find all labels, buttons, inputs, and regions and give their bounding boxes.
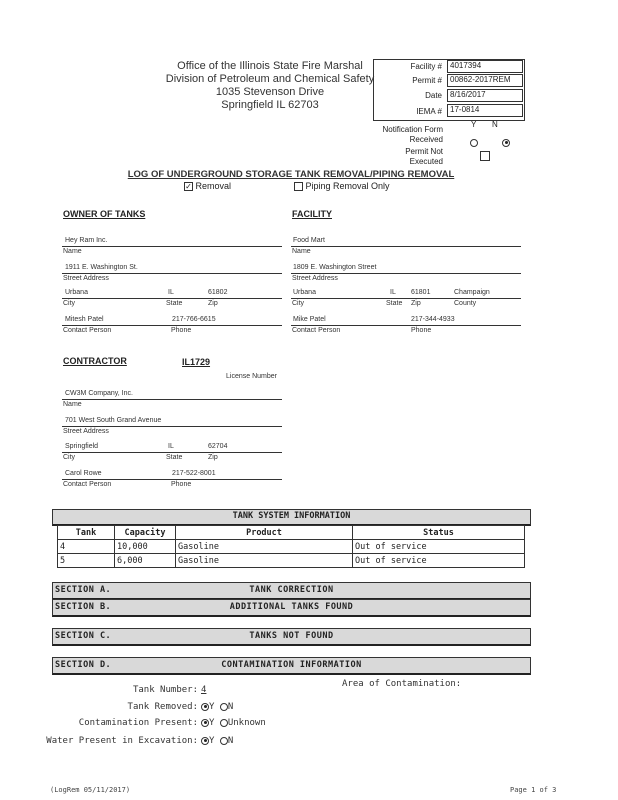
- contamination-unknown-label: Unknown: [227, 718, 266, 728]
- section-d-bar: [52, 657, 531, 675]
- license-number-label: License Number: [226, 373, 277, 380]
- col-capacity: Capacity: [115, 526, 176, 540]
- tank-table-header-row: [58, 526, 525, 540]
- contractor-city-label: City: [63, 454, 76, 461]
- log-title: LOG OF UNDERGROUND STORAGE TANK REMOVAL/PIPING REMOVAL: [127, 169, 455, 180]
- contractor-heading: CONTRACTOR: [63, 356, 127, 366]
- tank-system-table: [57, 525, 525, 568]
- received-label: Received: [409, 135, 443, 144]
- owner-heading: OWNER OF TANKS: [63, 209, 146, 219]
- tank-removed-yes-label: Y: [209, 702, 215, 712]
- owner-state: IL: [168, 289, 174, 296]
- notification-label: Notification Form: [382, 125, 443, 134]
- section-d-title: CONTAMINATION INFORMATION: [221, 660, 362, 670]
- tank-cell: 4: [58, 540, 115, 554]
- facility-county-label: County: [454, 300, 477, 307]
- page-number: Page 1 of 3: [510, 786, 557, 794]
- y-column-label: Y: [471, 120, 477, 129]
- contractor-street-label: Street Address: [63, 428, 109, 435]
- facility-state-label: State: [386, 300, 403, 307]
- status-cell: Out of service: [353, 540, 525, 554]
- contractor-city: Springfield: [65, 443, 99, 450]
- section-c-title: TANKS NOT FOUND: [249, 631, 334, 641]
- facility-county: Champaign: [454, 289, 490, 296]
- facility-street-label: Street Address: [292, 275, 338, 282]
- executed-label: Executed: [409, 157, 443, 166]
- contractor-phone-label: Phone: [171, 481, 192, 488]
- contamination-present-label: Contamination Present:: [78, 718, 198, 728]
- contractor-state-label: State: [166, 454, 183, 461]
- section-c-bar: [52, 628, 531, 646]
- tank-system-title: TANK SYSTEM INFORMATION: [52, 509, 531, 526]
- owner-city: Urbana: [65, 289, 88, 296]
- contractor-zip-label: Zip: [208, 454, 218, 461]
- contractor-zip: 62704: [208, 443, 228, 450]
- water-present-no-label: N: [227, 736, 234, 746]
- tank-removed-no-radio[interactable]: [220, 703, 228, 711]
- section-a-label: SECTION A.: [55, 585, 112, 595]
- owner-street: 1911 E. Washington St.: [65, 264, 138, 271]
- section-c-label: SECTION C.: [55, 631, 112, 641]
- form-revision: (LogRem 05/11/2017): [50, 786, 131, 794]
- tank-number-value: 4: [201, 685, 207, 695]
- contractor-contact-label: Contact Person: [63, 481, 112, 488]
- date-field[interactable]: 8/16/2017: [447, 89, 523, 102]
- removal-label: Removal: [195, 181, 232, 191]
- facility-zip: 61801: [411, 289, 431, 296]
- contamination-present-options: [201, 718, 266, 728]
- water-present-options: [201, 736, 233, 746]
- permit-not-executed-label: [376, 147, 443, 167]
- facility-phone: 217-344-4933: [411, 316, 455, 323]
- facility-city: Urbana: [293, 289, 316, 296]
- section-d-label: SECTION D.: [55, 660, 112, 670]
- notification-form-label: [376, 125, 443, 145]
- iema-label: IEMA #: [416, 107, 442, 116]
- tank-removed-yes-radio[interactable]: [201, 703, 209, 711]
- permit-not-executed-checkbox[interactable]: [480, 151, 490, 161]
- owner-name: Hey Ram Inc.: [65, 237, 108, 244]
- owner-zip-label: Zip: [208, 300, 218, 307]
- facility-street: 1809 E. Washington Street: [293, 264, 377, 271]
- facility-city-label: City: [292, 300, 305, 307]
- water-present-no-radio[interactable]: [220, 737, 228, 745]
- agency-header: [150, 60, 390, 112]
- header-line-2: Division of Petroleum and Chemical Safety: [165, 73, 375, 85]
- piping-removal-checkbox[interactable]: [294, 182, 303, 191]
- product-cell: Gasoline: [176, 554, 353, 568]
- permit-field[interactable]: 00862-2017REM: [447, 74, 523, 87]
- facility-contact: Mike Patel: [293, 316, 326, 323]
- owner-contact-label: Contact Person: [63, 327, 112, 334]
- received-no-radio[interactable]: [502, 139, 510, 147]
- owner-contact: Mitesh Patel: [65, 316, 104, 323]
- product-cell: Gasoline: [176, 540, 353, 554]
- tank-removed-no-label: N: [227, 702, 234, 712]
- owner-street-label: Street Address: [63, 275, 109, 282]
- section-b-bar: [52, 599, 531, 617]
- header-line-4: Springfield IL 62703: [221, 99, 319, 111]
- contractor-name-label: Name: [63, 401, 82, 408]
- area-of-contamination-label: Area of Contamination:: [342, 679, 462, 689]
- date-label: Date: [425, 91, 442, 100]
- facility-phone-label: Phone: [411, 327, 432, 334]
- section-a-bar: [52, 582, 531, 600]
- piping-removal-label: Piping Removal Only: [305, 181, 390, 191]
- section-b-title: ADDITIONAL TANKS FOUND: [229, 602, 354, 612]
- contractor-license: IL1729: [182, 357, 211, 367]
- facility-heading: FACILITY: [292, 209, 332, 219]
- water-present-yes-label: Y: [209, 736, 215, 746]
- owner-city-label: City: [63, 300, 76, 307]
- permit-label: Permit #: [412, 76, 442, 85]
- contamination-unknown-radio[interactable]: [220, 719, 228, 727]
- section-b-label: SECTION B.: [55, 602, 112, 612]
- removal-checkbox[interactable]: ✓: [185, 182, 192, 192]
- contractor-contact: Carol Rowe: [65, 470, 102, 477]
- owner-phone: 217-766-6615: [172, 316, 216, 323]
- tank-removed-label: Tank Removed:: [127, 702, 198, 712]
- received-yes-radio[interactable]: [470, 139, 478, 147]
- table-row: [58, 554, 525, 568]
- contractor-state: IL: [168, 443, 174, 450]
- facility-field[interactable]: 4017394: [447, 60, 523, 73]
- facility-name: Food Mart: [293, 237, 325, 244]
- water-present-label: Water Present in Excavation:: [46, 736, 198, 746]
- permit-not-label: Permit Not: [405, 147, 443, 156]
- facility-state: IL: [390, 289, 396, 296]
- col-tank: Tank: [58, 526, 115, 540]
- contamination-yes-radio[interactable]: [201, 719, 209, 727]
- status-cell: Out of service: [353, 554, 525, 568]
- header-line-3: 1035 Stevenson Drive: [215, 86, 325, 98]
- col-product: Product: [176, 526, 353, 540]
- section-a-title: TANK CORRECTION: [249, 585, 334, 595]
- owner-zip: 61802: [208, 289, 228, 296]
- contractor-name: CW3M Company, Inc.: [65, 390, 133, 397]
- facility-name-label: Name: [292, 248, 311, 255]
- table-row: [58, 540, 525, 554]
- tank-number-label: Tank Number:: [132, 685, 198, 695]
- iema-field[interactable]: 17-0814: [447, 104, 523, 117]
- facility-contact-label: Contact Person: [292, 327, 341, 334]
- owner-phone-label: Phone: [171, 327, 192, 334]
- piping-removal-option[interactable]: [294, 181, 390, 191]
- facility-zip-label: Zip: [411, 300, 421, 307]
- contractor-street: 701 West South Grand Avenue: [65, 417, 162, 424]
- header-line-1: Office of the Illinois State Fire Marshal: [177, 60, 363, 72]
- n-column-label: N: [492, 120, 498, 129]
- facility-label: Facility #: [410, 62, 442, 71]
- tank-cell: 5: [58, 554, 115, 568]
- owner-state-label: State: [166, 300, 183, 307]
- col-status: Status: [353, 526, 525, 540]
- capacity-cell: 6,000: [115, 554, 176, 568]
- owner-name-label: Name: [63, 248, 82, 255]
- contamination-yes-label: Y: [209, 718, 215, 728]
- capacity-cell: 10,000: [115, 540, 176, 554]
- removal-option[interactable]: [184, 181, 231, 191]
- contractor-phone: 217-522-8001: [172, 470, 216, 477]
- water-present-yes-radio[interactable]: [201, 737, 209, 745]
- tank-removed-options: [201, 702, 233, 712]
